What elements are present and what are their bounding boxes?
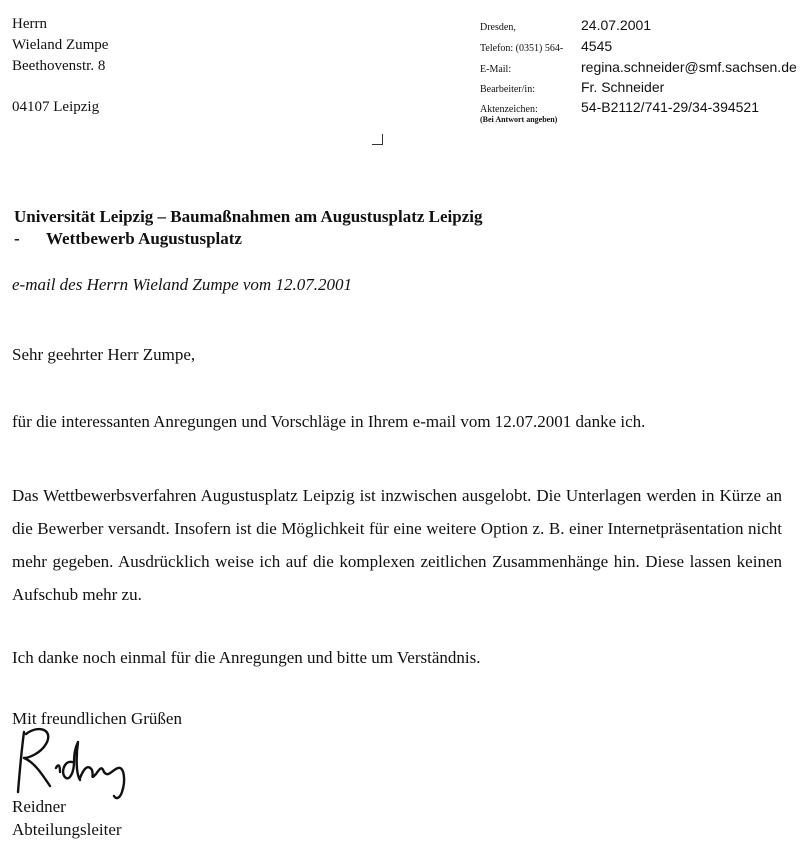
meta-row-phone [480, 38, 800, 60]
email-address: regina.schneider@smf.sachsen.de [581, 59, 797, 75]
handwritten-signature [14, 722, 134, 804]
letter-date: 24.07.2001 [581, 17, 652, 33]
subject-dash: - [14, 229, 20, 248]
paragraph-1: für die interessanten Anregungen und Vorschläge in Ihrem e-mail vom 12.07.2001 danke ich. [12, 412, 646, 431]
phone-extension: 4545 [581, 38, 613, 54]
recipient-salutation: Herrn [12, 16, 47, 32]
closing-phrase: Mit freundlichen Grüßen [12, 709, 182, 728]
paragraph-2: Das Wettbewerbsverfahren Augustusplatz Leipzig ist inzwischen ausgelobt. Die Unterlagen werden in Kürze an die Bewerber versandt. Insofern ist die Möglichkeit für eine weitere Option z. B. einer Internetpräsentation nicht mehr gegeben. Ausdrücklich weise ich auf die komplexen zeitlichen Zusammenhänge hin. Diese lassen keinen Aufschub mehr zu. [12, 486, 782, 604]
recipient-address [12, 14, 108, 118]
subject-line-2: Wettbewerb Augustusplatz [46, 229, 242, 248]
subject-block [14, 206, 483, 250]
clerk-name: Fr. Schneider [581, 79, 665, 95]
meta-row-date [480, 17, 800, 39]
reference-label: Aktenzeichen: [480, 104, 538, 115]
reference-number: 54-B2112/741-29/34-394521 [581, 99, 760, 115]
meta-row-clerk [480, 79, 800, 101]
clerk-label: Bearbeiter/in: [480, 84, 535, 95]
reference-line: e-mail des Herrn Wieland Zumpe vom 12.07.2001 [12, 275, 352, 294]
meta-row-email [480, 59, 800, 81]
greeting: Sehr geehrter Herr Zumpe, [12, 345, 196, 364]
paragraph-3: Ich danke noch einmal für die Anregungen und bitte um Verständnis. [12, 648, 481, 667]
fold-mark [372, 134, 383, 145]
signer-role: Abteilungsleiter [12, 820, 122, 839]
subject-line-1: Universität Leipzig – Baumaßnahmen am Augustusplatz Leipzig [14, 207, 483, 226]
email-label: E-Mail: [480, 64, 512, 75]
signer-name: Reidner [12, 797, 66, 816]
recipient-name: Wieland Zumpe [12, 37, 109, 53]
place-label: Dresden, [480, 22, 516, 33]
recipient-street: Beethovenstr. 8 [12, 58, 106, 74]
reference-note: (Bei Antwort angeben) [480, 115, 558, 124]
phone-label: Telefon: (0351) 564- [480, 43, 564, 54]
recipient-city: 04107 Leipzig [12, 99, 100, 115]
